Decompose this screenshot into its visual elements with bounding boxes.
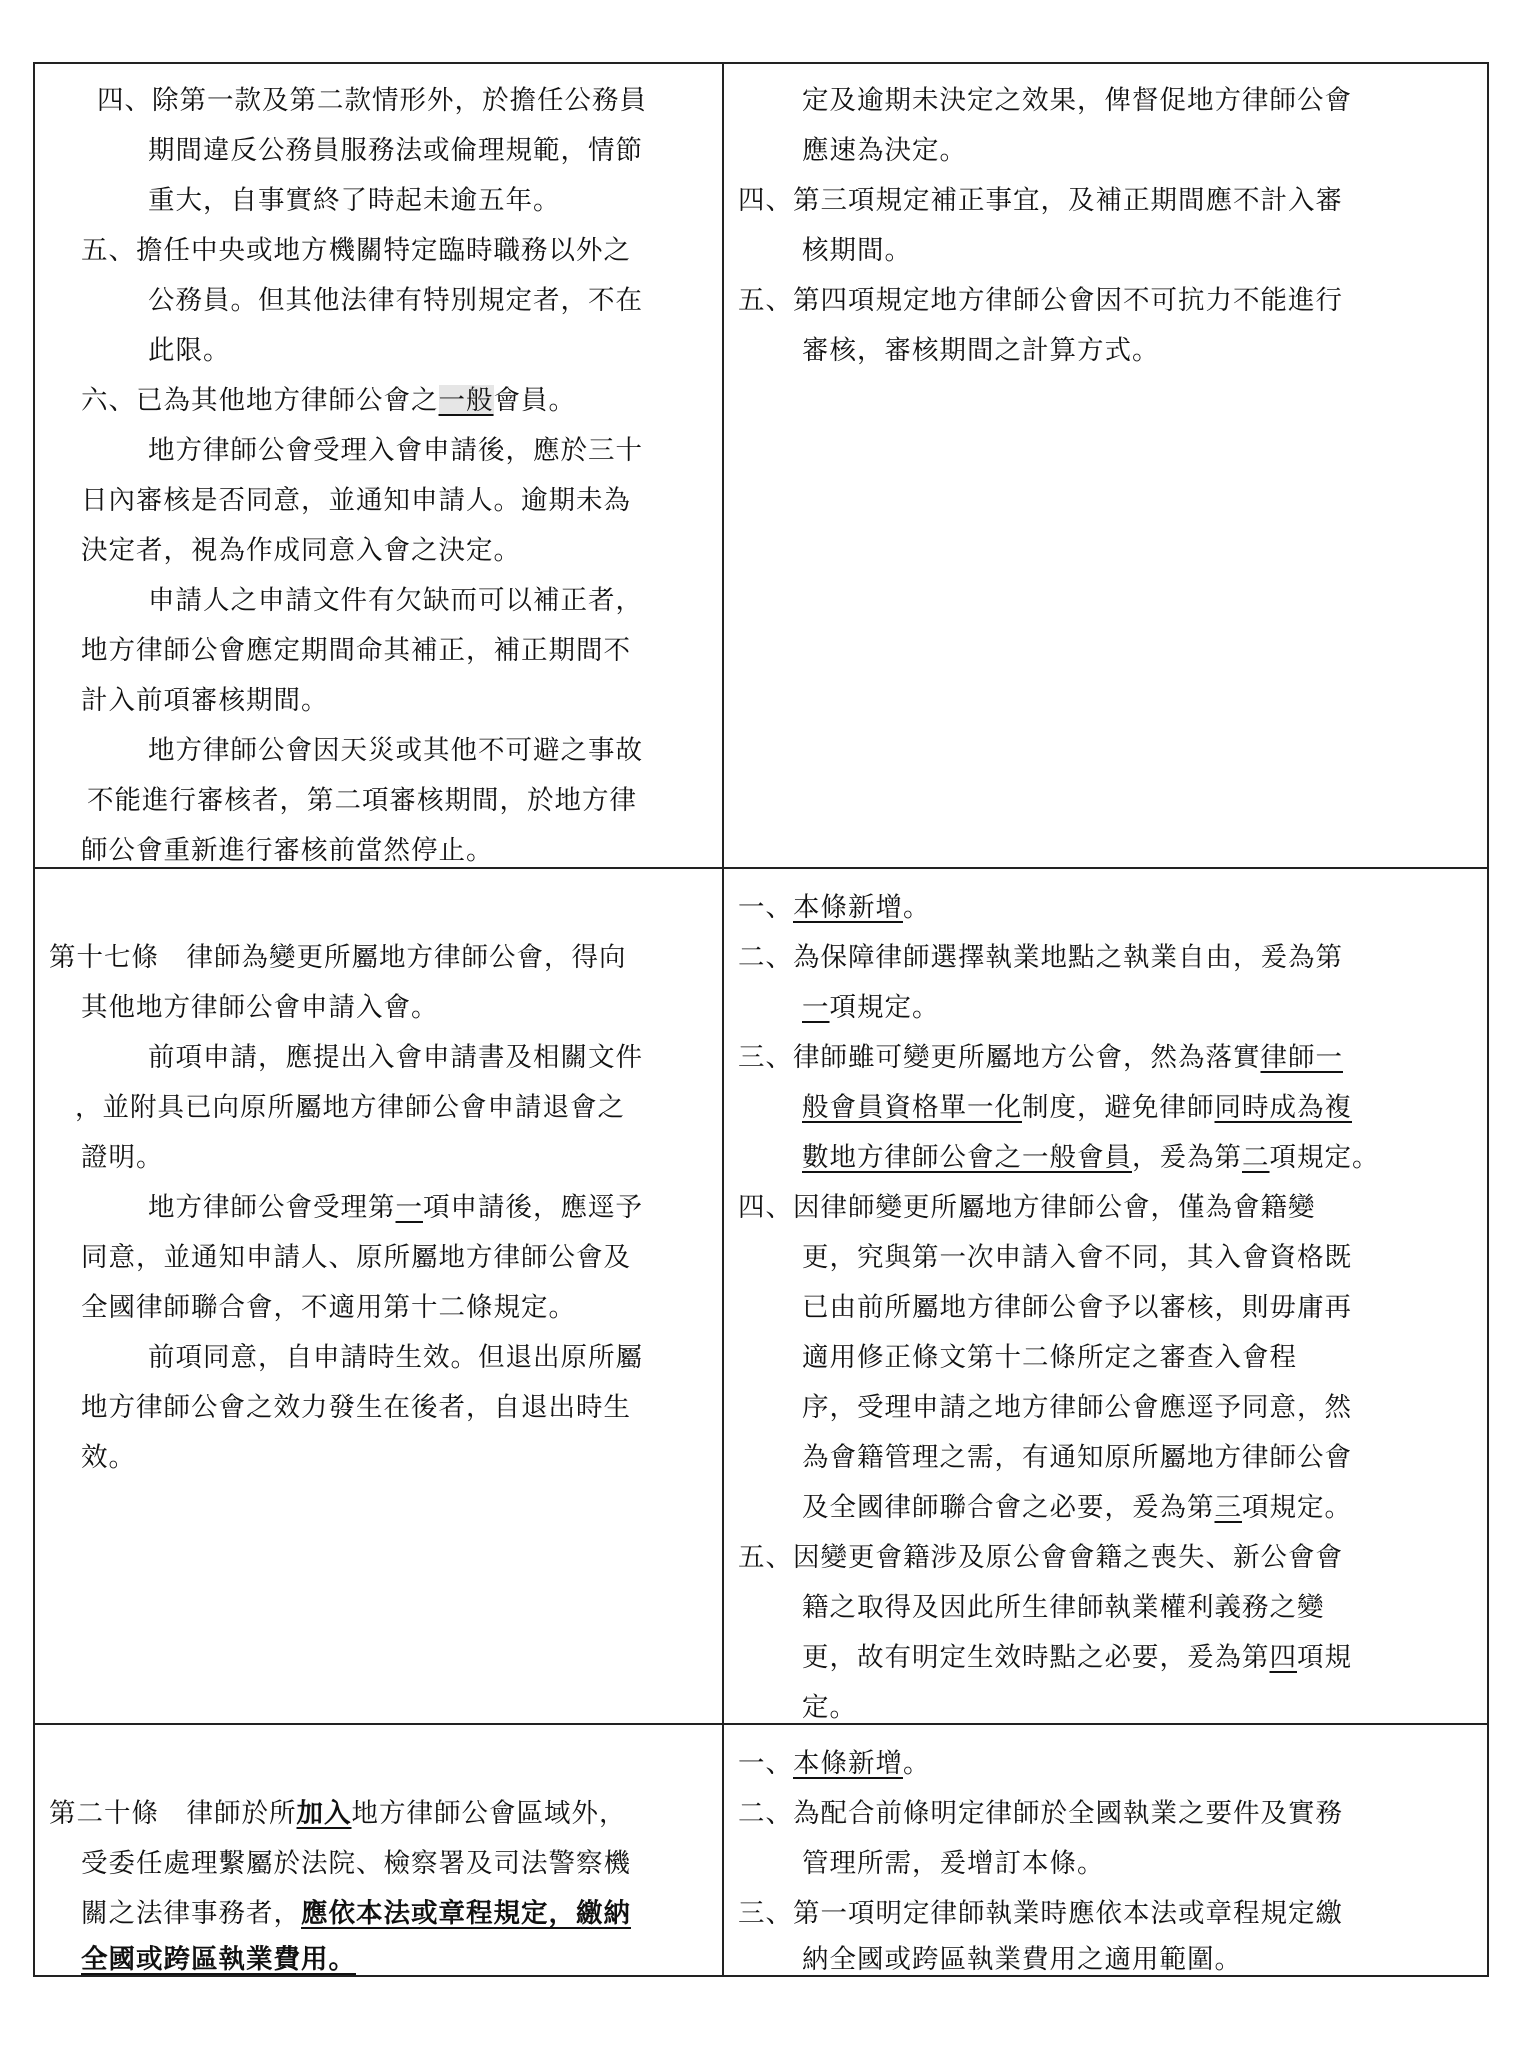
underlined-text: 本條新增 xyxy=(793,1748,903,1779)
text-line: 受委任處理繫屬於法院、檢察署及司法警察機 xyxy=(81,1848,631,1879)
text-span: 一、 xyxy=(738,1748,793,1779)
text-line: 四、第三項規定補正事宜，及補正期間應不計入審 xyxy=(738,185,1343,216)
provision-cell xyxy=(35,1725,724,1975)
text-line: 四、除第一款及第二款情形外，於擔任公務員 xyxy=(97,85,647,116)
text-line: 此限。 xyxy=(148,335,231,366)
provision-cell xyxy=(35,869,724,1723)
text-line: 應速為決定。 xyxy=(802,135,967,166)
text-line: 前項申請，應提出入會申請書及相關文件 xyxy=(148,1042,643,1073)
text-line xyxy=(738,1035,1343,1074)
text-line xyxy=(81,1891,631,1930)
text-line xyxy=(802,1085,1352,1124)
text-line: 定。 xyxy=(802,1692,857,1723)
underlined-text: 四 xyxy=(1269,1642,1297,1673)
text-span: 三、律師雖可變更所屬地方公會，然為落實 xyxy=(738,1042,1261,1073)
highlighted-text: 一般 xyxy=(438,385,494,416)
text-line: 證明。 xyxy=(81,1142,164,1173)
table-row xyxy=(35,1725,1487,1975)
text-line xyxy=(738,885,931,924)
text-line: 重大，自事實終了時起未逾五年。 xyxy=(148,185,561,216)
text-line: 地方律師公會應定期間命其補正，補正期間不 xyxy=(81,635,631,666)
text-line xyxy=(802,1135,1380,1174)
bold-underlined-text: 加入 xyxy=(296,1798,352,1829)
text-line xyxy=(802,985,940,1024)
text-line: 決定者，視為作成同意入會之決定。 xyxy=(81,535,521,566)
text-span: 一、 xyxy=(738,892,793,923)
text-span: 關之法律事務者， xyxy=(81,1898,301,1929)
text-span: 項規 xyxy=(1297,1642,1352,1673)
text-line: 前項同意，自申請時生效。但退出原所屬 xyxy=(148,1342,643,1373)
text-line: 全國律師聯合會，不適用第十二條規定。 xyxy=(81,1292,576,1323)
text-line: 更，究與第一次申請入會不同，其入會資格既 xyxy=(802,1242,1352,1273)
text-span: 及全國律師聯合會之必要，爰為第 xyxy=(802,1492,1215,1523)
text-line: 納全國或跨區執業費用之適用範圍。 xyxy=(802,1944,1242,1975)
table-row xyxy=(35,64,1487,869)
text-line: 地方律師公會因天災或其他不可避之事故 xyxy=(148,735,643,766)
text-line: 其他地方律師公會申請入會。 xyxy=(81,992,439,1023)
text-line xyxy=(802,1635,1352,1674)
text-line: 二、為配合前條明定律師於全國執業之要件及實務 xyxy=(738,1798,1343,1829)
text-span: 地方律師公會區域外， xyxy=(351,1798,627,1829)
text-line: 序，受理申請之地方律師公會應逕予同意，然 xyxy=(802,1392,1352,1423)
article-title: 第十七條 律師為變更所屬地方律師公會，得向 xyxy=(49,942,627,973)
text-line: 不能進行審核者，第二項審核期間，於地方律 xyxy=(87,785,637,816)
text-line: 定及逾期未決定之效果，俾督促地方律師公會 xyxy=(802,85,1352,116)
text-line xyxy=(738,1741,931,1780)
text-span: 地方律師公會受理第 xyxy=(148,1192,396,1223)
text-line: 為會籍管理之需，有通知原所屬地方律師公會 xyxy=(802,1442,1352,1473)
text-span: 第二十條 律師於所 xyxy=(49,1798,297,1829)
text-line: 四、因律師變更所屬地方律師公會，僅為會籍變 xyxy=(738,1192,1316,1223)
underlined-text: 般會員資格單一化 xyxy=(802,1092,1022,1123)
text-line: 地方律師公會之效力發生在後者，自退出時生 xyxy=(81,1392,631,1423)
text-span: ，爰為第 xyxy=(1132,1142,1242,1173)
underlined-text: 數地方律師公會之一般會員 xyxy=(802,1142,1132,1173)
text-span: 六、已為其他地方律師公會之 xyxy=(81,385,439,416)
underlined-text: 三 xyxy=(1214,1492,1242,1523)
text-line: 二、為保障律師選擇執業地點之執業自由，爰為第 xyxy=(738,942,1343,973)
text-line: 地方律師公會受理入會申請後，應於三十 xyxy=(148,435,643,466)
bold-underlined-text: 全國或跨區執業費用。 xyxy=(81,1944,356,1975)
text-line: 審核，審核期間之計算方式。 xyxy=(802,335,1160,366)
text-line: 申請人之申請文件有欠缺而可以補正者， xyxy=(148,585,643,616)
underlined-text: 一 xyxy=(802,992,830,1023)
underlined-text: 本條新增 xyxy=(793,892,903,923)
text-line xyxy=(802,1485,1352,1524)
text-span: 制度，避免律師 xyxy=(1022,1092,1215,1123)
text-span: 項規定。 xyxy=(829,992,940,1023)
text-line: 適用修正條文第十二條所定之審查入會程 xyxy=(802,1342,1297,1373)
explanation-cell xyxy=(724,1725,1489,1975)
text-span: 項規定。 xyxy=(1242,1492,1352,1523)
text-line xyxy=(148,1185,643,1224)
provision-cell xyxy=(35,64,724,867)
text-span: 更，故有明定生效時點之必要，爰為第 xyxy=(802,1642,1270,1673)
article-title xyxy=(49,1791,627,1830)
underlined-text: 二 xyxy=(1242,1142,1270,1173)
text-span: 。 xyxy=(903,892,931,923)
text-line: 五、第四項規定地方律師公會因不可抗力不能進行 xyxy=(738,285,1343,316)
text-line: 管理所需，爰增訂本條。 xyxy=(802,1848,1105,1879)
underlined-text: 律師一 xyxy=(1260,1042,1343,1073)
text-line: 三、第一項明定律師執業時應依本法或章程規定繳 xyxy=(738,1898,1343,1929)
text-line: 日內審核是否同意，並通知申請人。逾期未為 xyxy=(81,485,631,516)
bold-underlined-text: 應依本法或章程規定，繳納 xyxy=(301,1898,631,1929)
comparison-table xyxy=(33,62,1489,1977)
text-span: 。 xyxy=(903,1748,931,1779)
text-line: 籍之取得及因此所生律師執業權利義務之變 xyxy=(802,1592,1325,1623)
text-line: 師公會重新進行審核前當然停止。 xyxy=(81,835,494,866)
text-line: 核期間。 xyxy=(802,235,912,266)
text-line: 五、因變更會籍涉及原公會會籍之喪失、新公會會 xyxy=(738,1542,1343,1573)
explanation-cell xyxy=(724,869,1489,1723)
explanation-cell xyxy=(724,64,1489,867)
table-row xyxy=(35,869,1487,1725)
text-span: 項規定。 xyxy=(1269,1142,1380,1173)
text-line: 效。 xyxy=(81,1442,136,1473)
text-line: ，並附具已向原所屬地方律師公會申請退會之 xyxy=(75,1092,625,1123)
underlined-text: 同時成為複 xyxy=(1214,1092,1352,1123)
text-line: 同意，並通知申請人、原所屬地方律師公會及 xyxy=(81,1242,631,1273)
text-line: 已由前所屬地方律師公會予以審核，則毋庸再 xyxy=(802,1292,1352,1323)
text-line xyxy=(81,378,576,417)
text-line: 五、擔任中央或地方機關特定臨時職務以外之 xyxy=(81,235,631,266)
text-line: 期間違反公務員服務法或倫理規範，情節 xyxy=(148,135,643,166)
text-line: 公務員。但其他法律有特別規定者，不在 xyxy=(148,285,643,316)
text-line: 計入前項審核期間。 xyxy=(81,685,329,716)
text-span: 會員。 xyxy=(493,385,576,416)
text-span: 項申請後，應逕予 xyxy=(423,1192,643,1223)
underlined-text: 一 xyxy=(395,1192,423,1223)
